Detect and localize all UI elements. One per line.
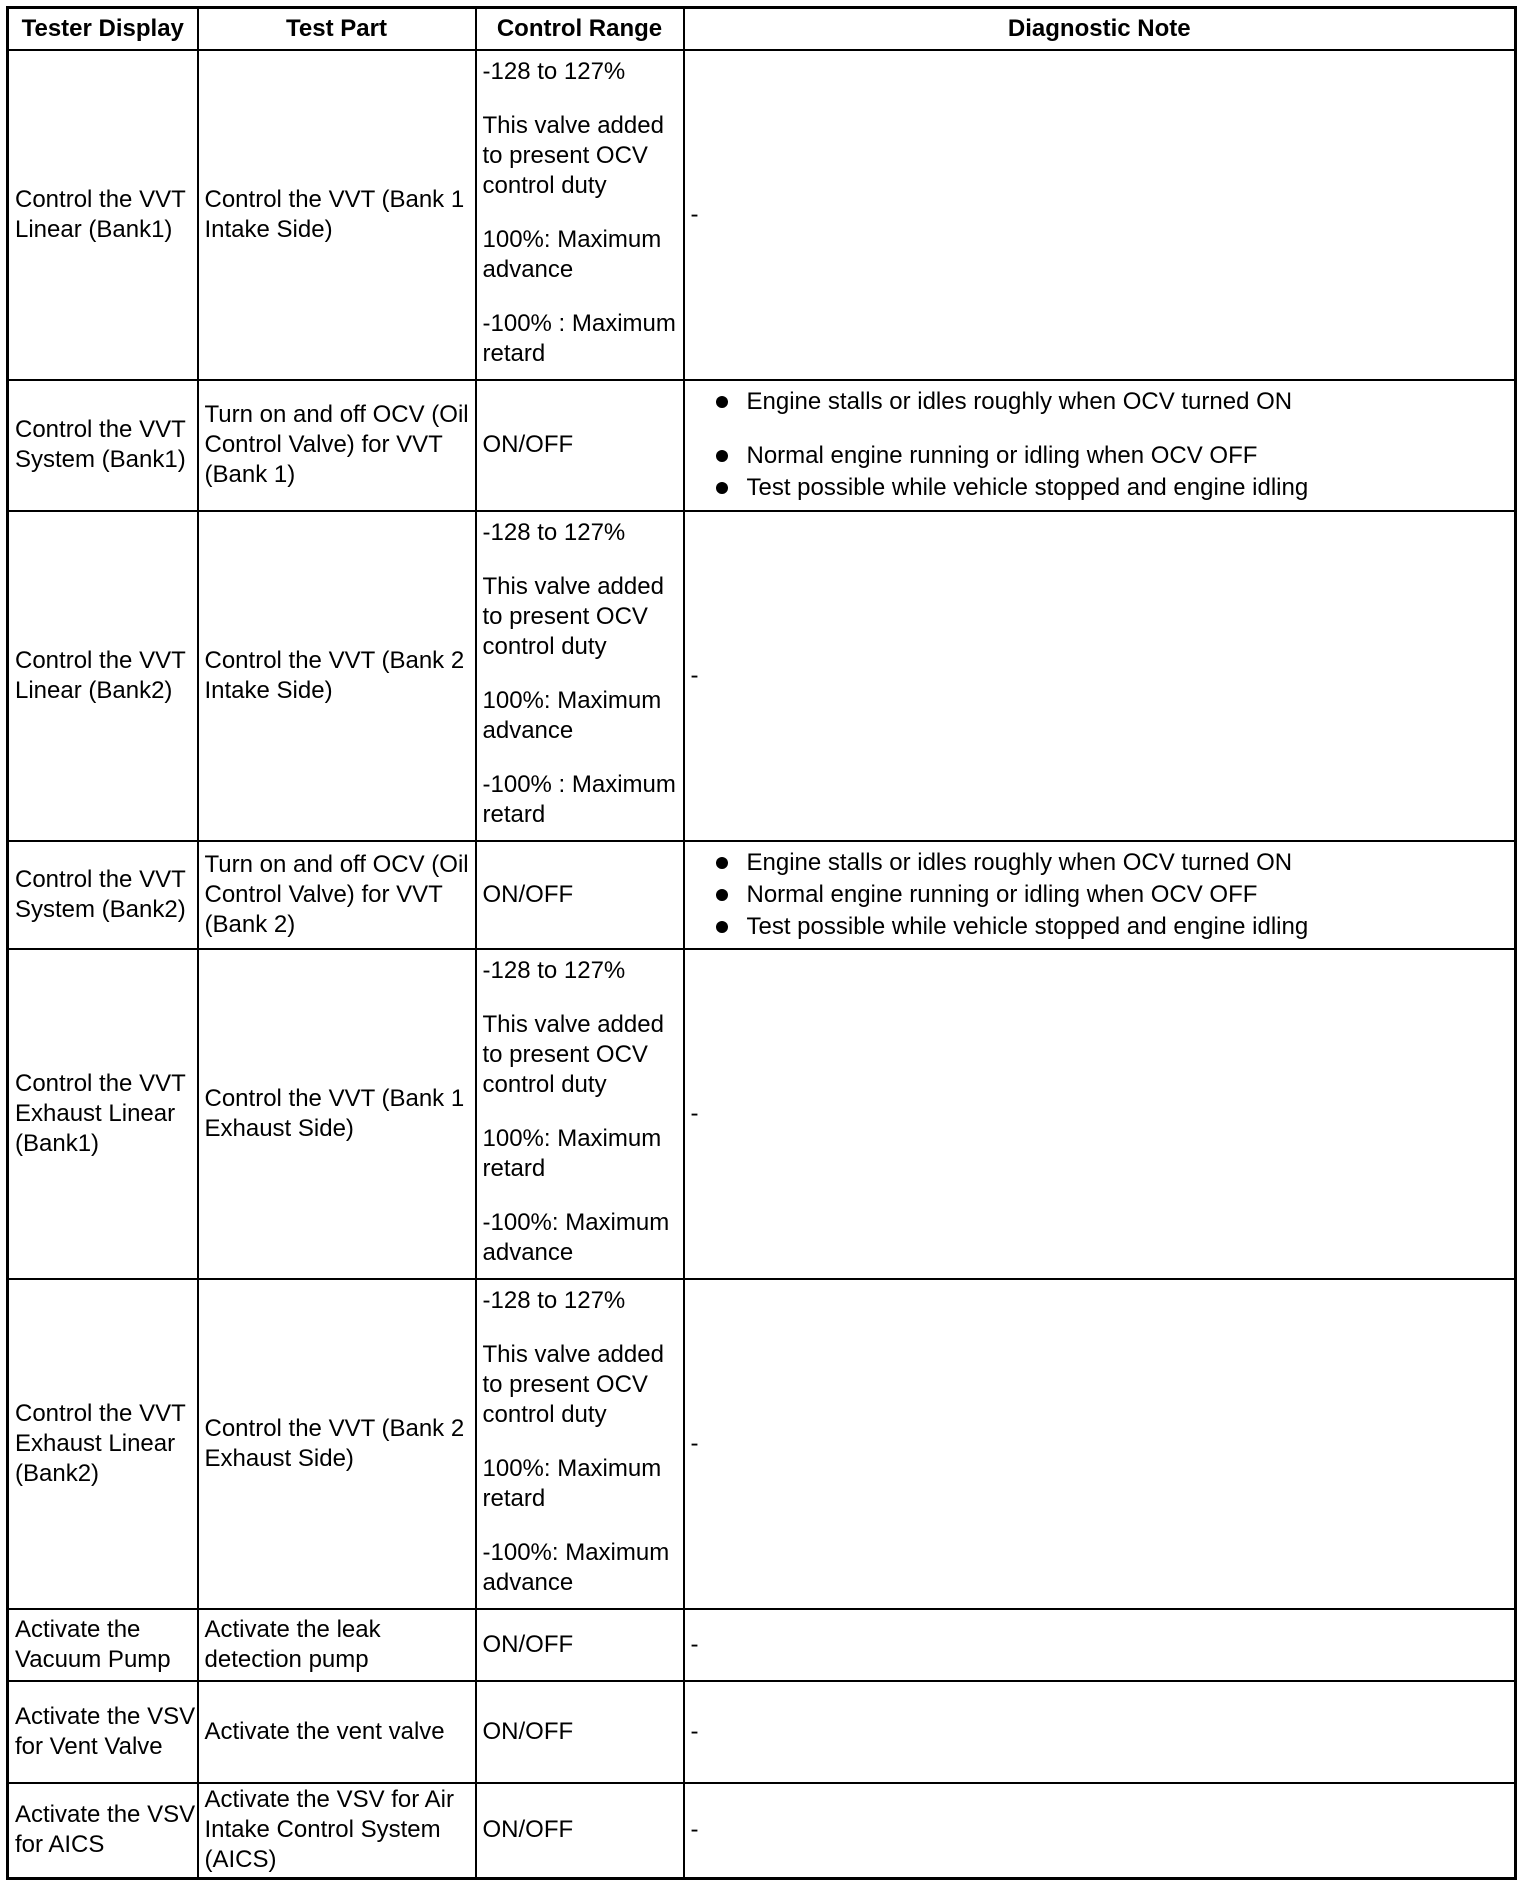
tester-display-cell: Activate the VSV for Vent Valve <box>8 1681 198 1783</box>
control-range-cell <box>476 511 684 841</box>
tester-display-cell: Control the VVT System (Bank2) <box>8 841 198 949</box>
note-text: Test possible while vehicle stopped and engine idling <box>746 474 1309 501</box>
diagnostic-note-cell: - <box>684 50 1516 380</box>
diagnostic-note-cell <box>684 841 1516 949</box>
note-text: Engine stalls or idles roughly when OCV turned ON <box>746 848 1293 876</box>
bullet-icon <box>716 889 728 901</box>
diagnostic-note-cell: - <box>684 1783 1516 1879</box>
table-row <box>8 1279 1516 1609</box>
control-range-cell: ON/OFF <box>476 841 684 949</box>
bullet-icon <box>716 921 728 933</box>
note-item <box>713 386 1515 418</box>
note-item <box>713 440 1515 472</box>
note-item <box>713 847 1515 879</box>
bullet-icon <box>716 857 728 869</box>
control-range-text: This valve added to present OCV control duty <box>482 111 664 199</box>
control-range-text: 100%: Maximum retard <box>482 1124 662 1182</box>
note-text: Test possible while vehicle stopped and engine idling <box>746 912 1309 940</box>
test-part-cell: Activate the vent valve <box>198 1681 476 1783</box>
table-row <box>8 380 1516 511</box>
test-part-cell: Turn on and off OCV (Oil Control Valve) for VVT (Bank 2) <box>198 841 476 949</box>
control-range-cell: ON/OFF <box>476 1783 684 1879</box>
note-list <box>691 386 1515 504</box>
diagnostic-note-cell: - <box>684 511 1516 841</box>
tester-display-cell: Control the VVT Exhaust Linear (Bank1) <box>8 949 198 1279</box>
control-range-text: -100% : Maximum retard <box>482 309 676 367</box>
control-range-text: -128 to 127% <box>482 956 626 984</box>
tester-display-cell: Control the VVT Linear (Bank1) <box>8 50 198 380</box>
bullet-icon <box>716 450 728 462</box>
header-control-range: Control Range <box>476 8 684 50</box>
tester-display-cell: Activate the Vacuum Pump <box>8 1609 198 1681</box>
control-range-text: -128 to 127% <box>482 518 626 546</box>
diagnostic-note-cell: - <box>684 1609 1516 1681</box>
active-test-table <box>6 6 1517 1880</box>
note-item <box>713 879 1515 911</box>
note-list <box>691 847 1515 943</box>
table-row <box>8 841 1516 949</box>
control-range-text: -100%: Maximum advance <box>482 1538 670 1596</box>
control-range-text: This valve added to present OCV control duty <box>482 1340 664 1428</box>
control-range-text: 100%: Maximum advance <box>482 686 662 744</box>
tester-display-cell: Control the VVT Exhaust Linear (Bank2) <box>8 1279 198 1609</box>
control-range-text: This valve added to present OCV control duty <box>482 572 664 660</box>
control-range-cell <box>476 1279 684 1609</box>
control-range-cell: ON/OFF <box>476 380 684 511</box>
control-range-text: This valve added to present OCV control duty <box>482 1010 664 1098</box>
test-part-cell: Control the VVT (Bank 1 Exhaust Side) <box>198 949 476 1279</box>
table-row <box>8 50 1516 380</box>
note-text: Normal engine running or idling when OCV OFF <box>746 442 1258 469</box>
table-row <box>8 1609 1516 1681</box>
control-range-text: 100%: Maximum retard <box>482 1454 662 1512</box>
tester-display-cell: Control the VVT System (Bank1) <box>8 380 198 511</box>
note-item <box>713 472 1515 504</box>
table-row <box>8 511 1516 841</box>
note-text: Normal engine running or idling when OCV OFF <box>746 880 1258 908</box>
test-part-cell: Control the VVT (Bank 2 Intake Side) <box>198 511 476 841</box>
note-text: Engine stalls or idles roughly when OCV turned ON <box>746 388 1293 415</box>
test-part-cell: Activate the VSV for Air Intake Control System (AICS) <box>198 1783 476 1879</box>
header-diagnostic-note: Diagnostic Note <box>684 8 1516 50</box>
tester-display-cell: Activate the VSV for AICS <box>8 1783 198 1879</box>
diagnostic-note-cell: - <box>684 1681 1516 1783</box>
diagnostic-note-cell <box>684 380 1516 511</box>
header-test-part: Test Part <box>198 8 476 50</box>
control-range-cell <box>476 949 684 1279</box>
table-row <box>8 1783 1516 1879</box>
control-range-text: 100%: Maximum advance <box>482 225 662 283</box>
test-part-cell: Control the VVT (Bank 1 Intake Side) <box>198 50 476 380</box>
bullet-icon <box>716 396 728 408</box>
control-range-cell: ON/OFF <box>476 1609 684 1681</box>
diagnostic-note-cell: - <box>684 1279 1516 1609</box>
note-item <box>713 911 1515 943</box>
control-range-cell <box>476 50 684 380</box>
control-range-text: -128 to 127% <box>482 57 626 85</box>
diagnostic-note-cell: - <box>684 949 1516 1279</box>
header-tester-display: Tester Display <box>8 8 198 50</box>
tester-display-cell: Control the VVT Linear (Bank2) <box>8 511 198 841</box>
test-part-cell: Control the VVT (Bank 2 Exhaust Side) <box>198 1279 476 1609</box>
table-row <box>8 949 1516 1279</box>
control-range-text: -100%: Maximum advance <box>482 1208 670 1266</box>
table-row <box>8 1681 1516 1783</box>
header-row <box>8 8 1516 50</box>
test-part-cell: Activate the leak detection pump <box>198 1609 476 1681</box>
control-range-text: -128 to 127% <box>482 1286 626 1314</box>
control-range-cell: ON/OFF <box>476 1681 684 1783</box>
control-range-text: -100% : Maximum retard <box>482 770 676 828</box>
bullet-icon <box>716 482 728 494</box>
test-part-cell: Turn on and off OCV (Oil Control Valve) for VVT (Bank 1) <box>198 380 476 511</box>
